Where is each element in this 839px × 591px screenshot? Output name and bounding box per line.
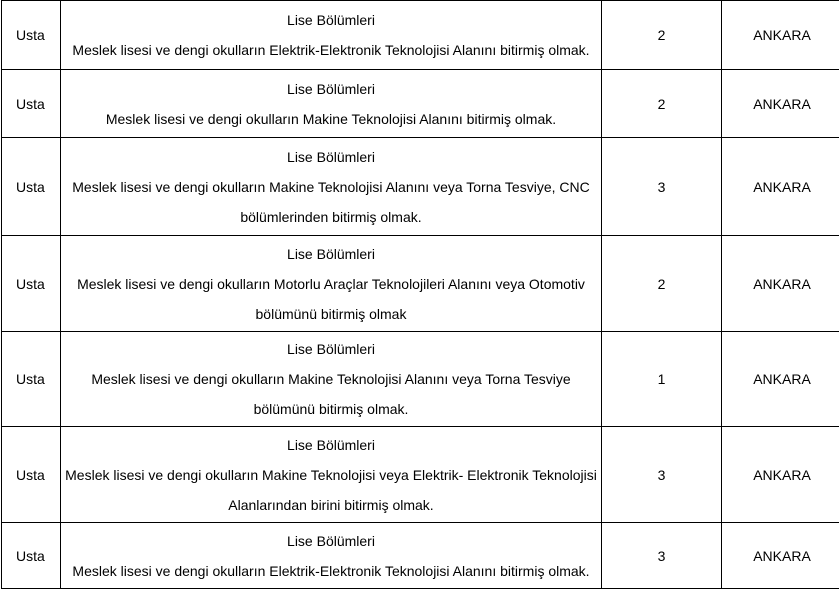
position-city-cell: ANKARA [722, 138, 839, 236]
position-title-cell: Usta [2, 427, 61, 523]
qualification-heading: Lise Bölümleri [287, 148, 375, 165]
qualification-cell [61, 1, 602, 70]
position-title-cell: Usta [2, 1, 61, 70]
position-city-cell: ANKARA [722, 427, 839, 523]
position-title-cell: Usta [2, 523, 61, 589]
qualification-cell [61, 523, 602, 589]
table-row [2, 1, 839, 70]
qualification-heading: Lise Bölümleri [287, 532, 375, 549]
position-title-cell: Usta [2, 138, 61, 236]
table-row [2, 138, 839, 236]
table-row [2, 236, 839, 332]
qualification-requirement: Meslek lisesi ve dengi okulların Elektrik-Elektronik Teknolojisi Alanını bitirmiş olmak. [72, 562, 590, 579]
qualification-requirement: Meslek lisesi ve dengi okulların Makine Teknolojisi veya Elektrik- Elektronik Teknolojisi Alanlarından birini bitirmiş olmak. [65, 466, 597, 513]
position-count-cell: 1 [602, 332, 722, 427]
position-count-cell: 3 [602, 138, 722, 236]
position-count-cell: 2 [602, 70, 722, 138]
positions-table [1, 0, 839, 589]
qualification-cell [61, 138, 602, 236]
position-city-cell: ANKARA [722, 70, 839, 138]
position-count-cell: 3 [602, 523, 722, 589]
qualification-heading: Lise Bölümleri [287, 341, 375, 357]
position-count-cell: 2 [602, 236, 722, 332]
qualification-heading: Lise Bölümleri [287, 436, 375, 453]
position-city-cell: ANKARA [722, 1, 839, 70]
qualification-requirement: Meslek lisesi ve dengi okulların Elektrik-Elektronik Teknolojisi Alanını bitirmiş olmak. [72, 42, 590, 58]
qualification-heading: Lise Bölümleri [287, 245, 375, 262]
table-row [2, 332, 839, 427]
qualification-requirement: Meslek lisesi ve dengi okulların Makine Teknolojisi Alanını veya Torna Tesviye bölümünü bitirmiş olmak. [91, 371, 571, 417]
qualification-cell [61, 70, 602, 138]
position-city-cell: ANKARA [722, 332, 839, 427]
qualification-heading: Lise Bölümleri [287, 80, 375, 97]
qualification-requirement: Meslek lisesi ve dengi okulların Makine Teknolojisi Alanını veya Torna Tesviye, CNC bölümlerinden bitirmiş olmak. [72, 178, 590, 225]
position-city-cell: ANKARA [722, 523, 839, 589]
qualification-requirement: Meslek lisesi ve dengi okulların Motorlu Araçlar Teknolojileri Alanını veya Otomotiv bölümünü bitirmiş olmak [77, 275, 585, 322]
position-count-cell: 2 [602, 1, 722, 70]
position-title-cell: Usta [2, 70, 61, 138]
table-row [2, 523, 839, 589]
position-city-cell: ANKARA [722, 236, 839, 332]
table-row [2, 70, 839, 138]
position-title-cell: Usta [2, 332, 61, 427]
position-title-cell: Usta [2, 236, 61, 332]
table-row [2, 427, 839, 523]
qualification-cell [61, 236, 602, 332]
qualification-cell [61, 332, 602, 427]
qualification-heading: Lise Bölümleri [287, 12, 375, 28]
qualification-cell [61, 427, 602, 523]
position-count-cell: 3 [602, 427, 722, 523]
qualification-requirement: Meslek lisesi ve dengi okulların Makine Teknolojisi Alanını bitirmiş olmak. [105, 110, 557, 127]
